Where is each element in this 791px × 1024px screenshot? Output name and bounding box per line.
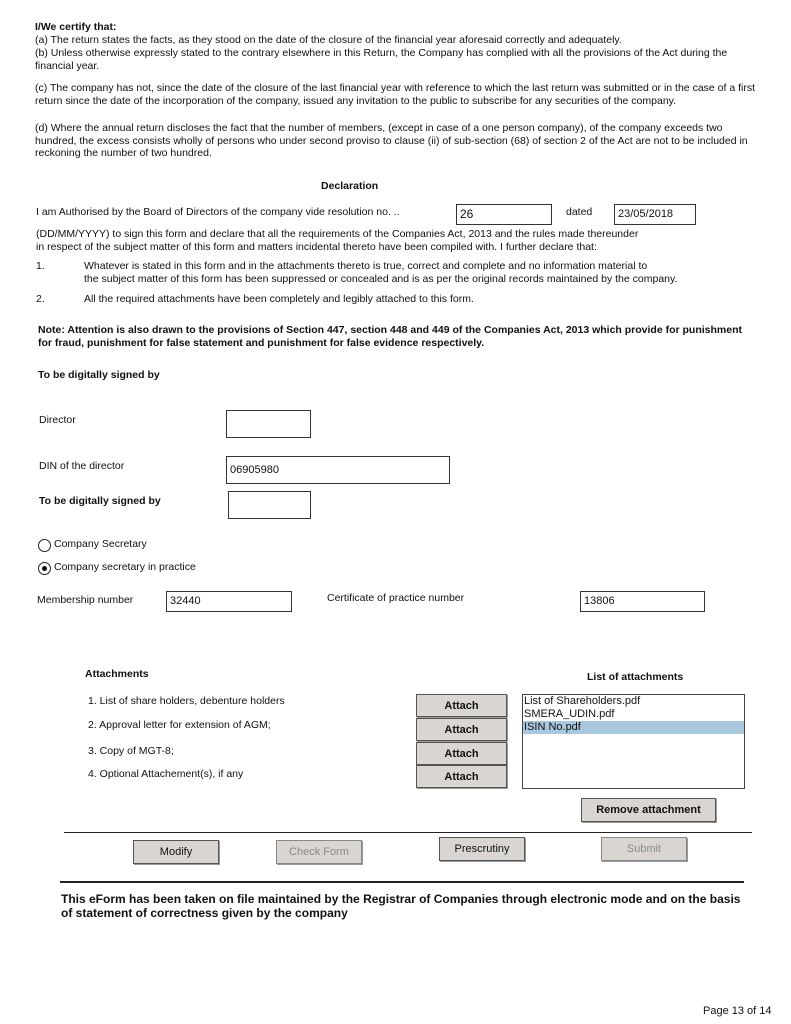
membership-number-field[interactable]: 32440 [166, 591, 292, 612]
certify-b: (b) Unless otherwise expressly stated to the contrary elsewhere in this Return, the Company has complied with all the provisions of the Act during the financial year. [35, 47, 728, 72]
attachment-file[interactable]: List of Shareholders.pdf [524, 695, 641, 707]
dated-label: dated [566, 206, 593, 218]
declaration-item-2-number: 2. [36, 293, 45, 305]
certify-d: (d) Where the annual return discloses the fact that the number of members, (except in case of a one person company), of the company exceeds two hundred, the excess consists wholly of persons who under second proviso to clause (ii) of sub-section (68) of section 2 of the Act are not to be included in reckoning the number of two hundred. [35, 122, 748, 159]
certify-heading: I/We certify that: [35, 21, 117, 33]
sign-text-1: (DD/MM/YYYY) to sign this form and declare that all the requirements of the Companies Act, 2013 and the rules made thereunder [36, 228, 639, 240]
divider-top [64, 832, 752, 833]
attachments-heading: Attachments [85, 668, 149, 680]
prescrutiny-button[interactable]: Prescrutiny [439, 837, 525, 861]
certify-c: (c) The company has not, since the date of the closure of the last financial year with reference to which the last return was submitted or in the case of a first return since the date of the incorporation of the company, issued any invitation to the public to subscribe for any securities of the company. [35, 82, 756, 107]
attachment-item-1: 1. List of share holders, debenture holders [88, 695, 285, 707]
second-signature-field[interactable] [228, 491, 311, 519]
attach-button-4[interactable]: Attach [416, 765, 507, 788]
company-secretary-in-practice-radio[interactable] [38, 562, 51, 575]
director-label: Director [39, 414, 76, 426]
attach-button-1[interactable]: Attach [416, 694, 507, 717]
din-label: DIN of the director [39, 460, 125, 472]
list-of-attachments-heading: List of attachments [587, 671, 684, 683]
declaration-item-1-line-2: the subject matter of this form has been suppressed or concealed and is as per the original records maintained by the company. [84, 273, 678, 285]
certificate-of-practice-label: Certificate of practice number [327, 592, 465, 604]
attachment-item-4: 4. Optional Attachement(s), if any [88, 768, 244, 780]
page-number: Page 13 of 14 [703, 1005, 772, 1017]
authorised-text: I am Authorised by the Board of Directors of the company vide resolution no. .. [36, 206, 400, 218]
company-secretary-label: Company Secretary [54, 538, 147, 550]
certify-a: (a) The return states the facts, as they stood on the date of the closure of the financial year aforesaid correctly and adequately. [35, 34, 622, 46]
eform-footer-note: This eForm has been taken on file maintained by the Registrar of Companies through electronic mode and on the basis of statement of correctness given by the company [61, 892, 741, 920]
attachment-item-3: 3. Copy of MGT-8; [88, 745, 174, 757]
certificate-of-practice-field[interactable]: 13806 [580, 591, 705, 612]
attachment-item-2: 2. Approval letter for extension of AGM; [88, 719, 271, 731]
divider-bottom [60, 881, 744, 883]
sign-text-2: in respect of the subject matter of this form and matters incidental thereto have been compiled with. I further declare that: [36, 241, 597, 253]
company-secretary-in-practice-label: Company secretary in practice [54, 561, 196, 573]
director-signature-field[interactable] [226, 410, 311, 438]
attach-button-3[interactable]: Attach [416, 742, 507, 765]
attachment-file[interactable]: SMERA_UDIN.pdf [524, 708, 615, 720]
declaration-item-1-number: 1. [36, 260, 45, 272]
digitally-signed-heading-1: To be digitally signed by [38, 369, 160, 381]
attachment-file-selected[interactable]: ISIN No.pdf [523, 721, 744, 734]
membership-number-label: Membership number [37, 594, 134, 606]
company-secretary-radio[interactable] [38, 539, 51, 552]
declaration-heading: Declaration [321, 180, 379, 192]
remove-attachment-button[interactable]: Remove attachment [581, 798, 716, 822]
resolution-number-field[interactable]: 26 [456, 204, 552, 225]
modify-button[interactable]: Modify [133, 840, 219, 864]
submit-button[interactable]: Submit [601, 837, 687, 861]
check-form-button[interactable]: Check Form [276, 840, 362, 864]
resolution-date-field[interactable]: 23/05/2018 [614, 204, 696, 225]
declaration-item-2: All the required attachments have been completely and legibly attached to this form. [84, 293, 474, 305]
radio-selected-dot [42, 566, 47, 571]
attachments-listbox[interactable] [522, 694, 745, 789]
digitally-signed-heading-2: To be digitally signed by [39, 495, 161, 507]
legal-note: Note: Attention is also drawn to the provisions of Section 447, section 448 and 449 of the Companies Act, 2013 which provide for punishment for fraud, punishment for false statement and punishment for false evidence respectively. [38, 324, 743, 349]
attach-button-2[interactable]: Attach [416, 718, 507, 741]
din-field[interactable]: 06905980 [226, 456, 450, 484]
declaration-item-1-line-1: Whatever is stated in this form and in the attachments thereto is true, correct and complete and no information material to [84, 260, 648, 272]
